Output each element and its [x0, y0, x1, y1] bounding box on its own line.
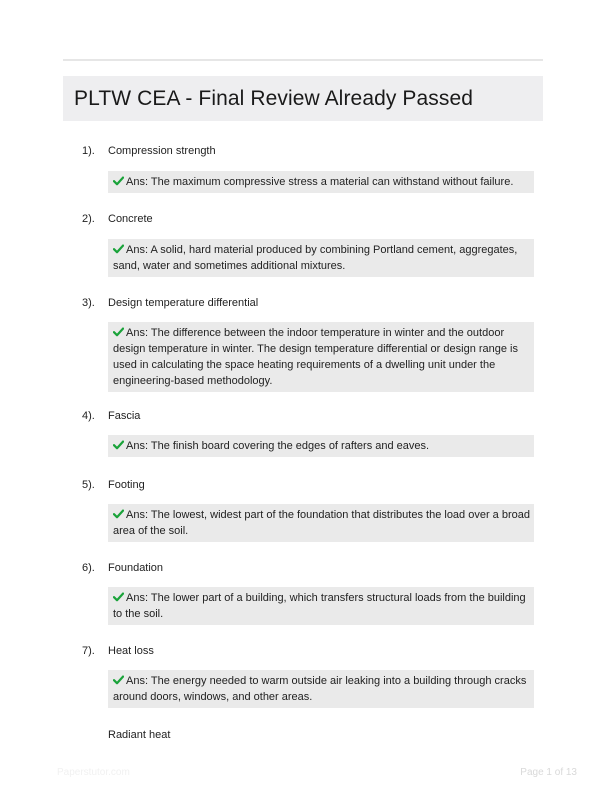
- question-term: Compression strength: [108, 145, 216, 157]
- answer-box: [108, 322, 534, 392]
- answer-text: Ans: A solid, hard material produced by combining Portland cement, aggregates, sand, water and sometimes additional mixtures.: [113, 244, 518, 272]
- question-term: Heat loss: [108, 645, 154, 657]
- answer-text: Ans: The lowest, widest part of the foundation that distributes the load over a broad area of the soil.: [113, 509, 530, 537]
- check-icon: [113, 440, 124, 450]
- question-number: 1).: [82, 145, 95, 157]
- question-number: 7).: [82, 645, 95, 657]
- answer-text: Ans: The maximum compressive stress a material can withstand without failure.: [126, 176, 514, 188]
- check-icon: [113, 509, 124, 519]
- question-term: Foundation: [108, 562, 164, 574]
- question-term: Radiant heat: [108, 729, 171, 741]
- question-number: 3).: [82, 297, 95, 309]
- check-icon: [113, 675, 124, 685]
- answer-box: [108, 435, 534, 457]
- question-term: Fascia: [108, 410, 141, 422]
- answer-box: [108, 670, 534, 708]
- question-term: Design temperature differential: [108, 297, 259, 309]
- page-title: PLTW CEA - Final Review Already Passed: [74, 86, 474, 110]
- check-icon: [113, 244, 124, 254]
- question-number: 4).: [82, 410, 95, 422]
- question-term: Footing: [108, 479, 145, 491]
- question-number: 5).: [82, 479, 95, 491]
- answer-box: [108, 171, 534, 193]
- watermark: Paperstutor.com: [57, 767, 130, 778]
- question-term: Concrete: [108, 213, 153, 225]
- answer-box: [108, 587, 534, 625]
- answer-box: [108, 504, 534, 542]
- answer-text: Ans: The energy needed to warm outside air leaking into a building through cracks around doors, windows, and other areas.: [113, 675, 527, 703]
- question-number: 6).: [82, 562, 95, 574]
- answer-text: Ans: The lower part of a building, which transfers structural loads from the building to the soil.: [113, 592, 526, 620]
- question-number: 2).: [82, 213, 95, 225]
- check-icon: [113, 327, 124, 337]
- answer-box: [108, 239, 534, 277]
- check-icon: [113, 592, 124, 602]
- check-icon: [113, 176, 124, 186]
- answer-text: Ans: The difference between the indoor temperature in winter and the outdoor design temperature in winter. The design temperature differential or design range is used in calculating the space heating requirements of a dwelling unit under the engineering-based methodology.: [113, 327, 518, 387]
- answer-text: Ans: The finish board covering the edges of rafters and eaves.: [126, 440, 430, 452]
- title-banner: [63, 76, 543, 121]
- header-divider: [63, 59, 543, 61]
- page-indicator: Page 1 of 13: [520, 767, 577, 778]
